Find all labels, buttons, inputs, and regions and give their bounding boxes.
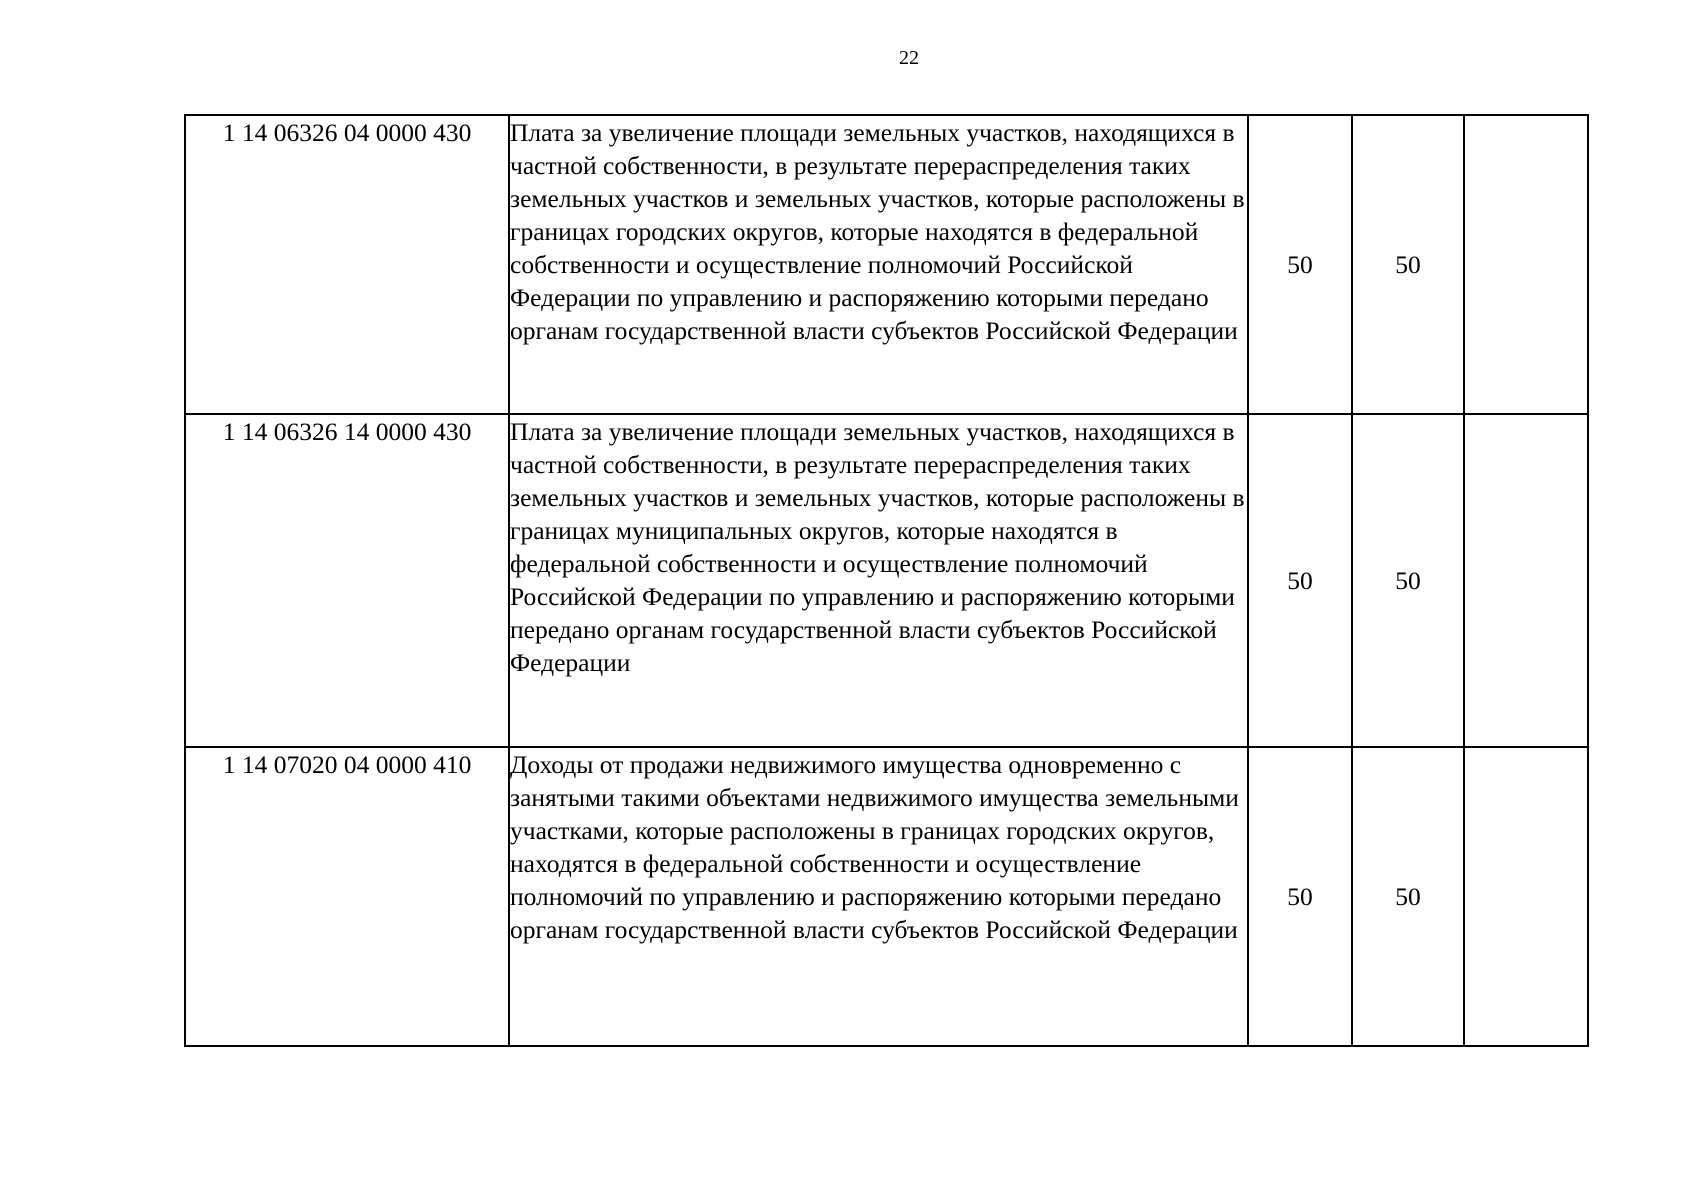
table-row [185,414,1588,747]
revenue-distribution-table [184,114,1589,1047]
budget-code-cell: 1 14 07020 04 0000 410 [185,747,509,1046]
page-number: 22 [899,47,919,69]
income-description-cell: Плата за увеличение площади земельных участков, находящихся в частной собственности, в результате перераспределения таких земельных участков и земельных участков, которые расположены в границах муниципальных округов, которые находятся в федеральной собственности и осуществление полномочий Российской Федерации по управлению и распоряжению которыми передано органам государственной власти субъектов Российской Федерации [509,414,1248,747]
table-row [185,747,1588,1046]
norm-value-cell-3 [1464,115,1588,414]
norm-value-cell-2: 50 [1352,414,1464,747]
budget-code-cell: 1 14 06326 14 0000 430 [185,414,509,747]
budget-code-cell: 1 14 06326 04 0000 430 [185,115,509,414]
table-row [185,115,1588,414]
norm-value-cell-1: 50 [1248,747,1352,1046]
norm-value-cell-1: 50 [1248,414,1352,747]
norm-value-cell-2: 50 [1352,747,1464,1046]
norm-value-cell-3 [1464,747,1588,1046]
income-description-cell: Плата за увеличение площади земельных участков, находящихся в частной собственности, в результате перераспределения таких земельных участков и земельных участков, которые расположены в границах городских округов, которые находятся в федеральной собственности и осуществление полномочий Российской Федерации по управлению и распоряжению которыми передано органам государственной власти субъектов Российской Федерации [509,115,1248,414]
norm-value-cell-2: 50 [1352,115,1464,414]
norm-value-cell-3 [1464,414,1588,747]
income-description-cell: Доходы от продажи недвижимого имущества одновременно с занятыми такими объектами недвижимого имущества земельными участками, которые расположены в границах городских округов, находятся в федеральной собственности и осуществление полномочий по управлению и распоряжению которыми передано органам государственной власти субъектов Российской Федерации [509,747,1248,1046]
norm-value-cell-1: 50 [1248,115,1352,414]
